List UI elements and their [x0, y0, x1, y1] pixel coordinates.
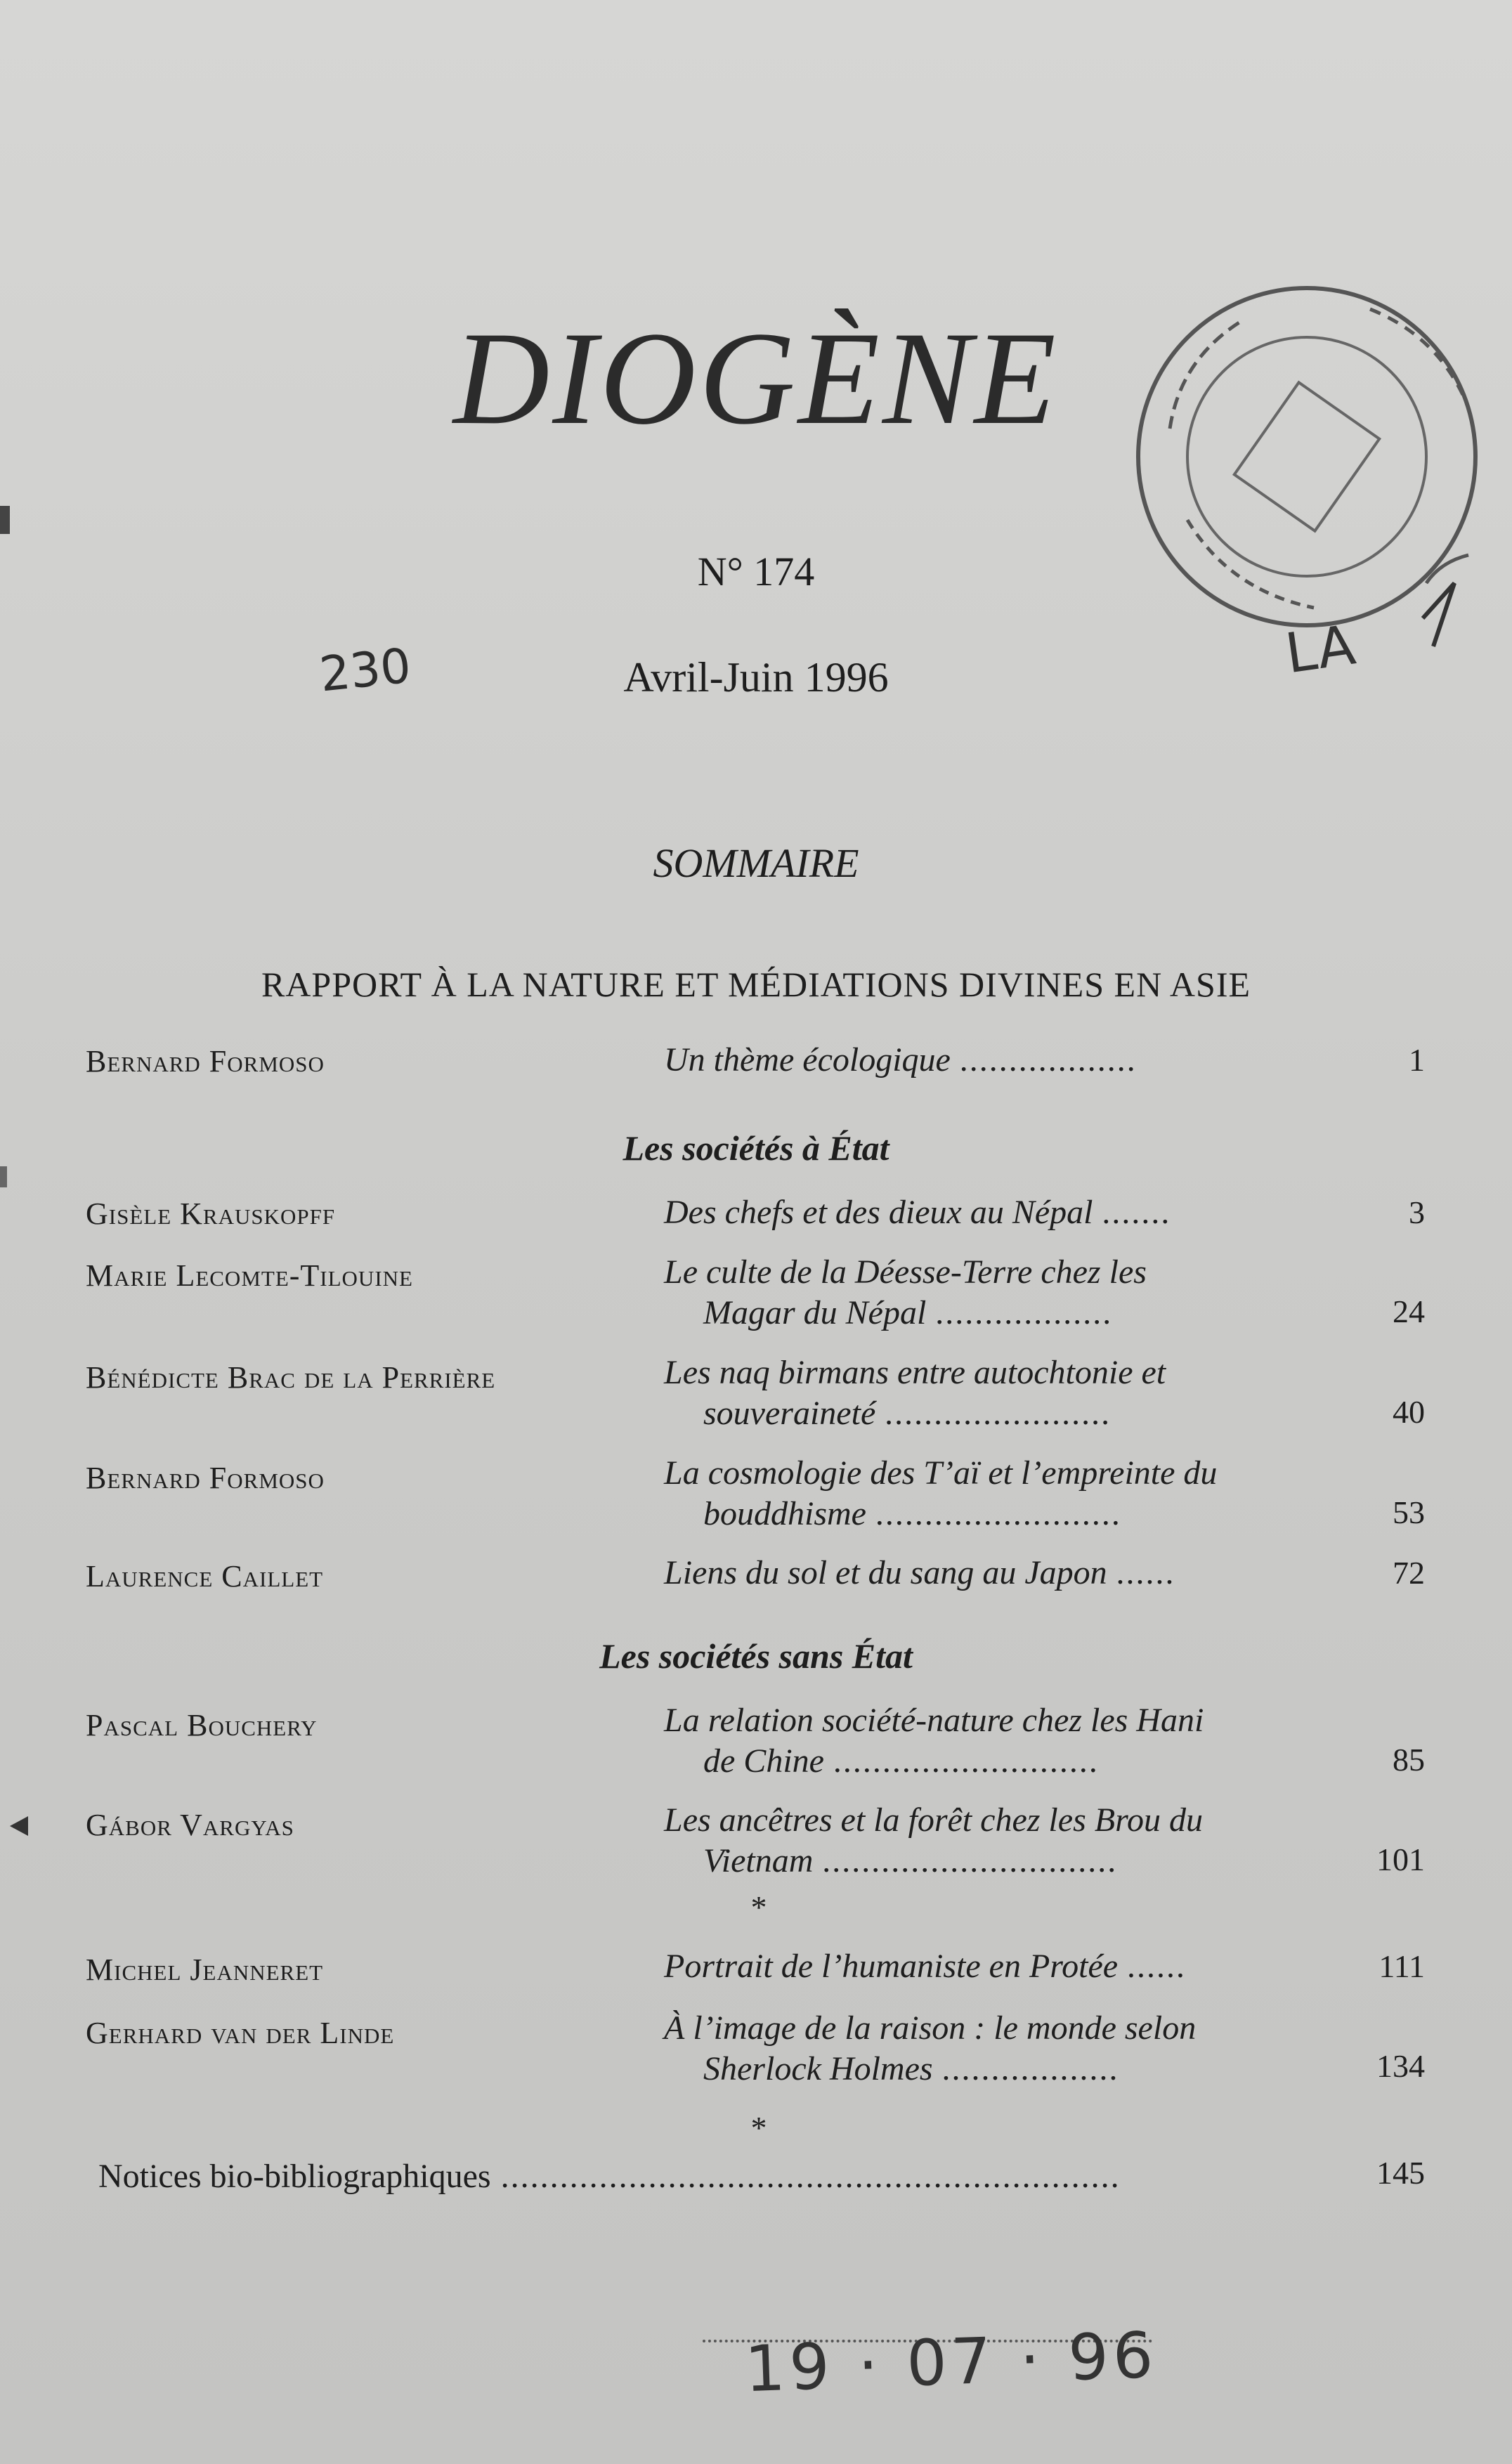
section-heading: Les sociétés à État [623, 1128, 889, 1168]
entry-title-line [664, 1393, 1331, 1434]
entry-title-text: bouddhisme [703, 1495, 866, 1532]
entry-title-text: Des chefs et des dieux au Népal [664, 1194, 1093, 1231]
entry-author: Marie Lecomte-Tilouine [86, 1258, 413, 1293]
toc-theme: RAPPORT À LA NATURE ET MÉDIATIONS DIVINES EN ASIE [261, 965, 1251, 1004]
leader-dots: .................. [926, 1294, 1114, 1331]
entry-title-line [664, 2049, 1331, 2090]
entry-author: Michel Jeanneret [86, 1953, 324, 1987]
entry-author: Gábor Vargyas [86, 1808, 294, 1842]
leader-dots: .............................. [813, 1842, 1119, 1879]
received-date-stamp: 19 · 07 · 96 [743, 2318, 1159, 2407]
entry-title-line [664, 1741, 1331, 1782]
entry-title-line: À l’image de la raison : le monde selon [664, 2009, 1197, 2047]
leader-dots: ........................... [823, 1742, 1100, 1780]
entry-author: Bénédicte Brac de la Perrière [86, 1360, 496, 1395]
entry-author: Laurence Caillet [86, 1559, 324, 1593]
entry-page: 3 [1409, 1194, 1425, 1230]
separator-asterisk: * [750, 2110, 767, 2146]
leader-dots: ......................... [866, 1495, 1122, 1532]
entry-page: 85 [1393, 1742, 1425, 1778]
entry-title-line [664, 1841, 1331, 1882]
entry-title-text: souveraineté [703, 1395, 876, 1432]
entry-title-text: Liens du sol et du sang au Japon [664, 1554, 1107, 1591]
leader-dots: ...... [1107, 1554, 1176, 1591]
toc-heading: SOMMAIRE [653, 840, 859, 886]
entry-title [664, 1040, 1331, 1081]
notices-page: 145 [1376, 2155, 1425, 2191]
entry-title-text: Sherlock Holmes [703, 2050, 933, 2087]
separator-asterisk: * [750, 1889, 767, 1925]
journal-title: DIOGÈNE [453, 305, 1059, 452]
entry-page: 53 [1393, 1494, 1425, 1530]
stamp-initials: LA [1282, 613, 1360, 686]
entry-page: 111 [1379, 1948, 1425, 1984]
leader-dots: .................. [950, 1041, 1138, 1078]
handwritten-number: 230 [317, 638, 414, 703]
leader-dots: ............................................................... [490, 2158, 1121, 2195]
entry-author: Pascal Bouchery [86, 1708, 318, 1742]
leader-dots: ....................... [875, 1395, 1112, 1432]
entry-title-line: Les naq birmans entre autochtonie et [664, 1354, 1166, 1391]
entry-author: Bernard Formoso [86, 1044, 325, 1078]
entry-page: 24 [1393, 1293, 1425, 1329]
entry-title [664, 1553, 1331, 1593]
entry-title-text: Un thème écologique [664, 1041, 951, 1078]
entry-title-line: La relation société-nature chez les Hani [664, 1702, 1204, 1739]
leader-dots: ...... [1118, 1948, 1187, 1985]
notices-label: Notices bio-bibliographiques [98, 2158, 491, 2195]
entry-title-text: de Chine [703, 1742, 824, 1780]
margin-mark [10, 1816, 28, 1836]
entry-page: 134 [1376, 2048, 1425, 2084]
entry-author: Bernard Formoso [86, 1461, 325, 1495]
margin-mark [0, 506, 10, 534]
margin-mark [0, 1166, 7, 1187]
issue-number: N° 174 [697, 549, 815, 594]
entry-title-line [664, 1494, 1331, 1534]
entry-author: Gerhard van der Linde [86, 2016, 395, 2050]
entry-page: 72 [1393, 1555, 1425, 1591]
section-heading: Les sociétés sans État [599, 1636, 913, 1676]
entry-title [664, 1946, 1331, 1987]
leader-dots: .................. [932, 2050, 1120, 2087]
notices-entry [98, 2157, 1384, 2196]
entry-title-text: Portrait de l’humaniste en Protée [664, 1948, 1119, 1985]
entry-title-text: Vietnam [703, 1842, 814, 1879]
leader-dots: ....... [1093, 1194, 1172, 1231]
entry-page: 101 [1376, 1842, 1425, 1877]
entry-title-line: La cosmologie des T’aï et l’empreinte du [664, 1454, 1218, 1492]
entry-title [664, 1192, 1331, 1233]
entry-page: 40 [1393, 1394, 1425, 1430]
entry-title-line: Les ancêtres et la forêt chez les Brou du [664, 1801, 1203, 1839]
entry-page: 1 [1409, 1042, 1425, 1078]
entry-title-line: Le culte de la Déesse-Terre chez les [664, 1253, 1147, 1291]
issue-date: Avril-Juin 1996 [623, 654, 889, 700]
entry-author: Gisèle Krauskopff [86, 1197, 336, 1231]
entry-title-line [664, 1293, 1331, 1334]
entry-title-text: Magar du Népal [703, 1294, 927, 1331]
